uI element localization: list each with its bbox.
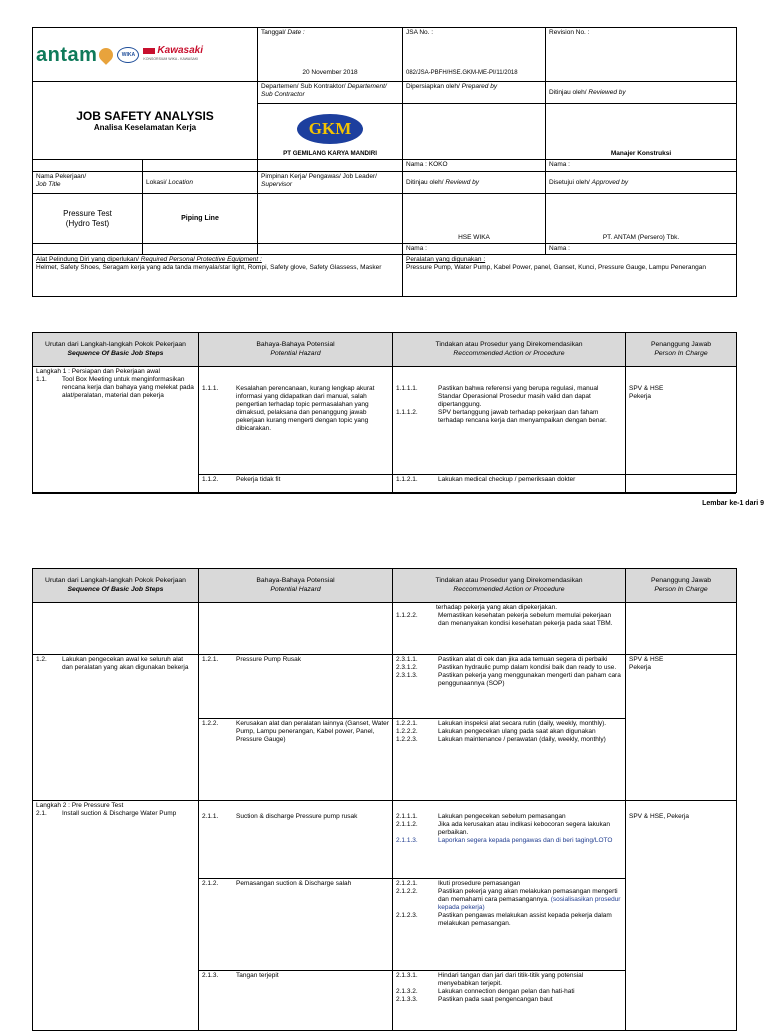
reviewd-label-cell: [403, 172, 546, 194]
action-2-1-3-cell: [393, 971, 626, 1031]
revision-cell: [546, 28, 737, 82]
col-header-pic-p2: Penanggung Jawab Person In Charge: [626, 569, 737, 603]
pic-2-1-cell: [626, 801, 737, 879]
reviewed-label-en: Reviewed by: [588, 88, 626, 96]
action-2-1-1-1: 2.1.1.1. Lakukan pengecekan sebelum pemasangan: [396, 813, 566, 820]
reviewed-label-cell: [546, 82, 737, 104]
leader-label: Pimpinan Kerja/ Pengawas/ Job Leader/: [261, 173, 377, 180]
pic-1-2-cont: [626, 719, 737, 801]
job-title-value-2: (Hydro Test): [65, 218, 110, 228]
prepared-label: Dipersiapkan oleh/: [406, 83, 462, 90]
hazard-2-1-2-cell: [199, 879, 393, 971]
manager-title: Manajer Konstruksi: [610, 150, 672, 157]
date-label: Tanggal/: [261, 29, 288, 36]
langkah-1-label: Langkah 1 : Persiapan dan Pekerjaan awal: [36, 368, 160, 375]
tools-value: Pressure Pump, Water Pump, Kabel Power, panel, Ganset, Kunci, Pressure Gauge, Lampu Penerangan: [406, 264, 707, 271]
kawasaki-mark-icon: [143, 48, 155, 54]
kawasaki-logo: Kawasaki: [157, 44, 203, 56]
pic-1-2-a: SPV & HSE: [629, 656, 664, 663]
revision-label: Revision No. :: [549, 29, 590, 36]
col-header-pic: Penanggung Jawab Person In Charge: [626, 333, 737, 367]
action-2-3-1-2: 2.3.1.2. Pastikan hydraulic pump dalam kondisi baik dan ready to use.: [396, 664, 617, 671]
jsa-steps-table-page2: [32, 568, 737, 1031]
company-name: PT GEMILANG KARYA MANDIRI: [283, 150, 377, 157]
ppe-cell: [33, 255, 403, 297]
date-label-en: Date :: [287, 29, 305, 36]
dept-label-cell: [258, 82, 403, 104]
jsa-label: JSA No. :: [406, 29, 434, 36]
action-2-1-3-2: 2.1.3.2. Lakukan connection dengan pelan dan hati-hati: [396, 988, 575, 995]
antam-cell: [546, 194, 737, 244]
cont-hazard-cell: [199, 603, 393, 655]
leader-spacer: [258, 160, 403, 172]
action-2-1-2-3: 2.1.2.3. Pastikan pengawas melakukan assist kepada pekerja dalam melakukan pemasangan.: [396, 912, 612, 927]
date-value: 20 November 2018: [258, 68, 403, 82]
pic-1-2-b: Pekerja: [629, 664, 652, 671]
leader-value: [258, 194, 403, 244]
action-2-3-1-1: 2.3.1.1. Pastikan alat di cek dan jika ada temuan segera di perbaiki: [396, 656, 608, 663]
hazard-2-1-2: 2.1.2. Pemasangan suction & Discharge salah: [202, 880, 352, 887]
dept-label: Departemen/ Sub Kontraktor/: [261, 83, 348, 90]
pic-2: Pekerja: [629, 393, 652, 400]
consortium-label: KONSORSIUM WIKA - KAWASAKI: [143, 56, 199, 61]
reviewd-label-en: Reviewd by: [445, 178, 479, 186]
reviewed-name: Nama :: [546, 160, 737, 172]
tools-cell: [403, 255, 737, 297]
page-divider-line: [32, 493, 736, 494]
step-2-1-cell: [33, 801, 199, 879]
action-2-3-1-3: 2.3.1.3. Pastikan pekerja yang menggunakan mengerti dan paham cara penggunaannya (SOP): [396, 672, 621, 687]
date-label-cell: [258, 28, 403, 68]
approved-label-cell: [546, 172, 737, 194]
action-2-1-3-3: 2.1.3.3. Pastikan pada saat pengencangan baut: [396, 996, 553, 1003]
location-spacer: [143, 160, 258, 172]
langkah-2-label: Langkah 2 : Pre Pressure Test: [36, 802, 124, 809]
action-2-1-1-cell: [393, 801, 626, 879]
job-title-label-en: Job Title: [36, 181, 61, 188]
action-2-1-1-3: 2.1.1.3. Laporkan segera kepada pengawas dan di beri taging/LOTO: [396, 837, 613, 844]
jsa-label-cell: [403, 28, 546, 68]
pic-2-1-cont: [626, 879, 737, 971]
leader-label-en: Supervisor: [261, 181, 293, 188]
antam-logo: antam: [36, 43, 98, 66]
step-cell: [33, 367, 199, 475]
blank-a: [33, 244, 143, 255]
tools-label: Peralatan yang digunakan :: [406, 256, 486, 263]
procedure-note: (sosialisasikan prosedur kepada pekerja): [438, 896, 621, 911]
leader-label-cell: [258, 172, 403, 194]
col-header-hazard: Bahaya-Bahaya Potensial Potential Hazard: [199, 333, 393, 367]
action-2-1-2-1: 2.1.2.1. Ikuti prosedure pemasangan: [396, 880, 521, 887]
cont-action-text: terhadap pekerja yang akan dipekerjakan.: [436, 604, 558, 611]
page-title: JOB SAFETY ANALYSIS: [76, 108, 214, 123]
approved-label-en: Approved by: [591, 178, 629, 186]
hazard-2-1-1-cell: [199, 801, 393, 879]
hazard-1-2-2-cell: [199, 719, 393, 801]
hazard-1-1-1: 1.1.1. Kesalahan perencanaan, kurang lengkap akurat informasi yang didapatkan dari manual, salah pengertian terhadap topic permasalahan yang dimaksud, pelaksana dan penanggung jawab pekerjaan kurang mengerti dengan topic yang dibicarakan.: [202, 385, 375, 432]
blank-b: [143, 244, 258, 255]
job-title-label-cell: [33, 172, 143, 194]
wika-logo: WIKA: [117, 47, 139, 63]
hse-wika-label: HSE WIKA: [458, 234, 490, 241]
action-1-2-2-cell: [393, 719, 626, 801]
hazard-1-2-1-cell: [199, 655, 393, 719]
page-subtitle: Analisa Keselamatan Kerja: [93, 122, 197, 132]
cont-step-cell: [33, 603, 199, 655]
antam-persero-label: PT. ANTAM (Persero) Tbk.: [602, 234, 680, 241]
ppe-label: Alat Pelindung Diri yang diperlukan/ Required Personal Protective Equipment :: [36, 256, 262, 263]
approved-name: Nama :: [546, 244, 737, 255]
hazard-2-1-1: 2.1.1. Suction & discharge Pressure pump rusak: [202, 813, 358, 820]
blank-c: [258, 244, 403, 255]
pic-2-1-cont2: [626, 971, 737, 1031]
job-title-value-1: Pressure Test: [63, 208, 112, 218]
step-2-1-cont: [33, 879, 199, 971]
hse-wika-cell: [403, 194, 546, 244]
pic-2-1: SPV & HSE, Pekerja: [629, 813, 689, 820]
step-2-1-cont2: [33, 971, 199, 1031]
cont-action-cell: [393, 603, 626, 655]
step-1-2-cell: [33, 655, 199, 719]
hazard-1-2-2: 1.2.2. Kerusakan alat dan peralatan lainnya (Ganset, Water Pump, Lampu penerangan, Kabel power, Panel, Pressure Gauge): [202, 720, 389, 743]
action-1-1-2-2: 1.1.2.2. Memastikan kesehatan pekerja sebelum memulai pekerjaan dan menanyakan kondisi kesehatan pekerja pada saat TBM.: [396, 612, 613, 627]
action-1-1-1-2: 1.1.1.2. SPV bertanggung jawab terhadap pekerjaan dan faham terhadap rencana kerja dan menyampaikan dengan benar.: [396, 409, 607, 424]
job-title-value-cell: [33, 194, 143, 244]
approved-label: Disetujui oleh/: [549, 178, 592, 186]
action-1-2-2-1: 1.2.2.1. Lakukan inspeksi alat secara rutin (daily, weekly, monthly).: [396, 720, 607, 727]
cont-pic-cell: [626, 603, 737, 655]
jsa-steps-table-page1: [32, 332, 737, 493]
prepared-name: Nama : KOKO: [403, 160, 546, 172]
col-header-steps: Urutan dari Langkah-langkah Pokok Pekerjaan Sequence Of Basic Job Steps: [33, 333, 199, 367]
gkm-cell: [258, 104, 403, 160]
job-title-label: Nama Pekerjaan/: [36, 173, 87, 180]
location-label: Lokasi/: [146, 178, 169, 186]
hazard-2-1-3: 2.1.3. Tangan terjepit: [202, 972, 279, 979]
reviewd-name: Nama :: [403, 244, 546, 255]
step-1-2: 1.2. Lakukan pengecekan awal ke seluruh alat dan peralatan yang akan digunakan bekerja: [36, 656, 189, 671]
jsa-header-table: [32, 27, 737, 297]
hazard-2-1-3-cell: [199, 971, 393, 1031]
col-header-action-p2: Tindakan atau Prosedur yang Direkomendasikan Reccommended Action or Procedure: [393, 569, 626, 603]
step-1-1: 1.1. Tool Box Meeting untuk menginformasikan rencana kerja dan bahaya yang melekat pada alat/peralatan, material dan pekerja: [36, 376, 194, 399]
col-header-steps-p2: Urutan dari Langkah-langkah Pokok Pekerjaan Sequence Of Basic Job Steps: [33, 569, 199, 603]
location-value: Piping Line: [143, 194, 258, 244]
col-header-action: Tindakan atau Prosedur yang Direkomendasikan Reccommended Action or Procedure: [393, 333, 626, 367]
action-1-1-2-1: 1.1.2.1. Lakukan medical checkup / pemeriksaan dokter: [396, 476, 576, 483]
action-2-1-1-2: 2.1.1.2. Jika ada kerusakan atau indikasi kebocoran segera lakukan perbaikan.: [396, 821, 610, 836]
action-1-1-1-1: 1.1.1.1. Pastikan bahwa referensi yang berupa regulasi, manual Standar Operasional Prosedur masih valid dan dapat dipertanggung.: [396, 385, 599, 408]
action-1-2-2-3: 1.2.2.3. Lakukan maintenance / perawatan (daily, weekly, monthly): [396, 736, 606, 743]
reviewed-label: Ditinjau oleh/: [549, 88, 589, 96]
hazard-1-2-1: 1.2.1. Pressure Pump Rusak: [202, 656, 302, 663]
action-2-1-2-cell: [393, 879, 626, 971]
action-2-1-2-2: 2.1.2.2. Pastikan pekerja yang akan melakukan pemasangan mengerti dan memahami cara pemasangannya. (sosialisasikan prosedur kepada pekerja): [396, 888, 621, 911]
logo-cell: [33, 28, 258, 82]
action-cell-2: [393, 475, 626, 493]
reviewed-sign-cell: [546, 104, 737, 160]
pic-1: SPV & HSE: [629, 385, 664, 392]
job-title-spacer: [33, 160, 143, 172]
ppe-value: Helmet, Safety Shoes, Seragam kerja yang ada tanda menyala/star light, Rompi, Safety glove, Safety Glassess, Masker: [36, 264, 382, 271]
page-footer: Lembar ke-1 dari 9: [702, 500, 764, 507]
pic-cell: [626, 367, 737, 475]
location-label-en: Location: [168, 178, 193, 186]
pic-1-2-cell: [626, 655, 737, 719]
title-cell: [33, 82, 258, 160]
antam-leaf-icon: [97, 45, 117, 65]
prepared-label-en: Prepared by: [461, 83, 498, 90]
step-cell-cont: [33, 475, 199, 493]
hazard-cell-2: [199, 475, 393, 493]
location-label-cell: [143, 172, 258, 194]
dept-label-en: Departement/ Sub Contractor: [261, 83, 387, 98]
action-2-1-3-1: 2.1.3.1. Hindari tangan dan jari dari titik-titik yang potensial menyebabkan terjepit.: [396, 972, 584, 987]
hazard-cell: [199, 367, 393, 475]
step-2-1: 2.1. Install suction & Discharge Water Pump: [36, 810, 177, 817]
action-1-2-2-2: 1.2.2.2. Lakukan pengecekan ulang pada saat akan digunakan: [396, 728, 596, 735]
pic-cell-2: [626, 475, 737, 493]
prepared-sign-cell: [403, 104, 546, 160]
gkm-logo: GKM: [297, 114, 363, 144]
jsa-value: 082/JSA-PBFH/HSE.GKM-ME-PI/11/2018: [403, 68, 546, 82]
reviewd-label: Ditinjau oleh/: [406, 178, 446, 186]
prepared-label-cell: [403, 82, 546, 104]
action-cell: [393, 367, 626, 475]
col-header-hazard-p2: Bahaya-Bahaya Potensial Potential Hazard: [199, 569, 393, 603]
action-2-3-1-cell: [393, 655, 626, 719]
hazard-1-1-2: 1.1.2. Pekerja tidak fit: [202, 476, 281, 483]
step-1-2-cont: [33, 719, 199, 801]
